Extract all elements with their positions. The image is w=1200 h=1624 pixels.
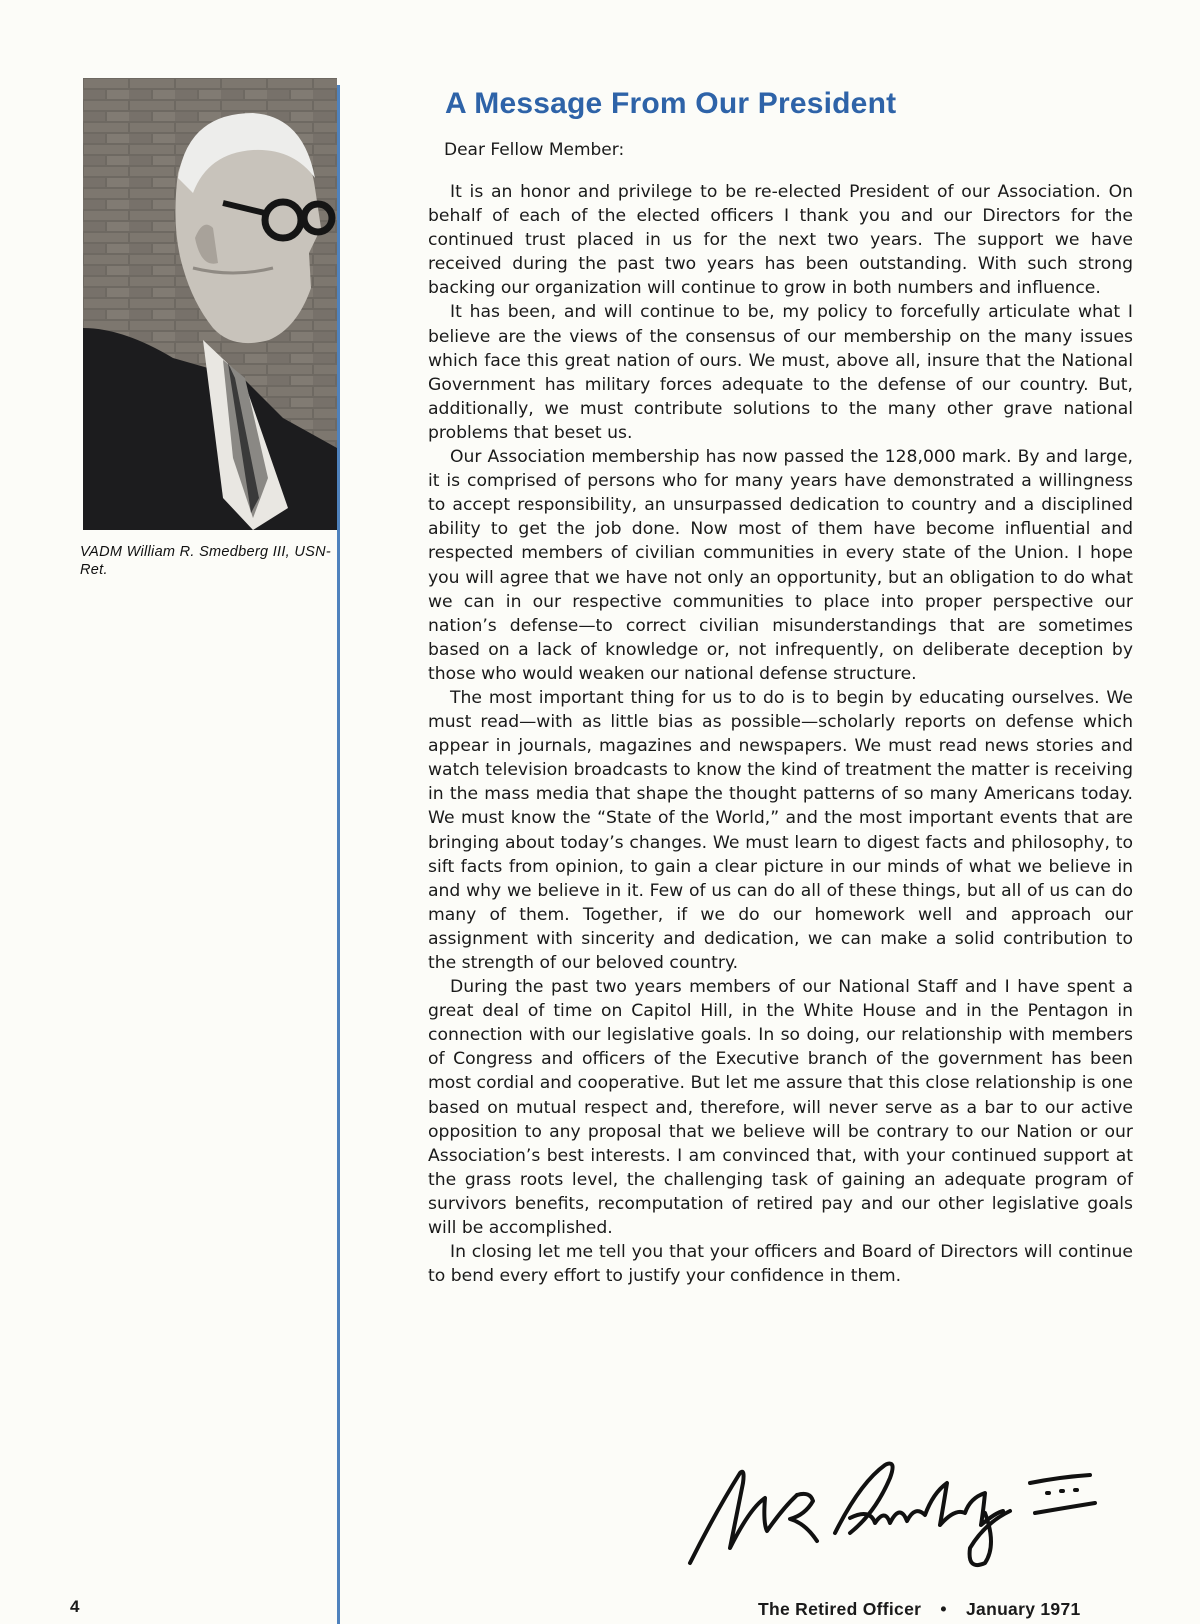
president-portrait-photo xyxy=(83,78,337,530)
letter-paragraph: It has been, and will continue to be, my policy to forcefully articulate what I believe are the views of the consensus of our membership on the many issues which face this great nation of ours. We must, above all, insure that the National Government has military forces adequate to the defense of our country. But, additionally, we must contribute solutions to the many other grave national problems that beset us. xyxy=(428,302,1133,443)
letter-paragraph: Our Association membership has now passed the 128,000 mark. By and large, it is comprised of persons who for many years have demonstrated a willingness to accept responsibility, an unsurpassed dedication to country and a disciplined ability to get the job done. Now most of them have become influential and respected members of civilian communities in every state of the Union. I hope you will agree that we have not only an opportunity, but an obligation to do what we can in our respective communities to place into proper perspective our nation’s defense—to correct civilian misunderstandings that are sometimes based on a lack of knowledge or, not infrequently, on deliberate deception by those who would weaken our national defense structure. xyxy=(428,447,1133,684)
letter-paragraph: In closing let me tell you that your officers and Board of Directors will continue to bend every effort to justify your confidence in them. xyxy=(428,1242,1133,1287)
issue-date: January 1971 xyxy=(966,1599,1081,1619)
footer-separator: • xyxy=(940,1599,947,1619)
page-title: A Message From Our President xyxy=(445,87,897,120)
salutation: Dear Fellow Member: xyxy=(444,140,625,160)
page-number: 4 xyxy=(70,1597,80,1616)
letter-paragraph: It is an honor and privilege to be re-elected President of our Association. On behalf of each of the elected officers I thank you and our Directors for the continued trust placed in us for the next two years. The support we have received during the past two years has been outstanding. With such strong backing our organization will continue to grow in both numbers and influence. xyxy=(428,182,1133,299)
handwritten-signature xyxy=(685,1453,1140,1571)
running-footer xyxy=(758,1599,1081,1620)
letter-paragraph: The most important thing for us to do is to begin by educating ourselves. We must read—with as little bias as possible—scholarly reports on defense which appear in journals, magazines and newspapers. We must read news stories and watch television broadcasts to know the kind of treatment the matter is receiving in the mass media that shape the thought patterns of so many Americans today. We must know the “State of the World,” and the most important events that are bringing about today’s changes. We must learn to digest facts and philosophy, to sift facts from opinion, to gain a clear picture in our minds of what we believe in and why we believe in it. Few of us can do all of these things, but all of us can do many of them. Together, if we do our homework well and approach our assignment with sincerity and dedication, we can make a solid contribution to the strength of our beloved country. xyxy=(428,687,1133,973)
column-divider xyxy=(337,85,340,1624)
publication-name: The Retired Officer xyxy=(758,1599,922,1619)
letter-body xyxy=(428,180,1133,1288)
letter-paragraph: During the past two years members of our National Staff and I have spent a great deal of time on Capitol Hill, in the White House and in the Pentagon in connection with our legislative goals. In so doing, our relationship with members of Congress and officers of the Executive branch of the government has been most cordial and cooperative. But let me assure that this close relationship is one based on mutual respect and, therefore, will never serve as a bar to our active opposition to any proposal that we believe will be contrary to our Nation or our Association’s best interests. I am convinced that, with your continued support at the grass roots level, the challenging task of gaining an adequate program of survivors benefits, recomputation of retired pay and our other legislative goals will be accomplished. xyxy=(428,977,1133,1239)
photo-caption: VADM William R. Smedberg III, USN-Ret. xyxy=(80,544,331,578)
